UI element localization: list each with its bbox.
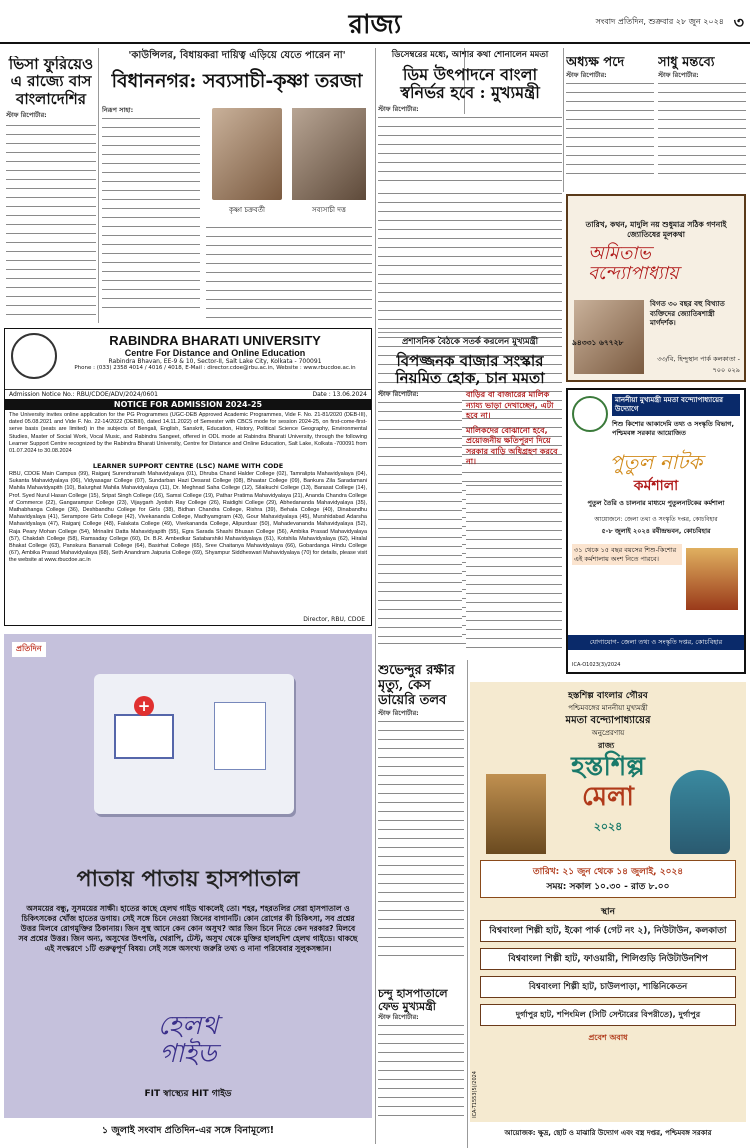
health-ad-body: অসময়ের বন্ধু, সুসময়ের সাক্ষী। হাতের কাছে হেলথ গাইড থাকলেই তো। শহর, শহরতলির সেরা হাসপাতাল ও চিকিৎসকের খোঁজ হাতের ডগায়। সেই সঙ্গে চিনে নেওয়া জিনের বাগানটি। কোন রোগের কী চিকিৎসা, সব প্রশ্নের উত্তর মিলবে রোগমুক্তির ঠিকানায়। জিন সুস্থ আনে কেন কোন অসুখ? আর জিন চিনে নিতে কেন দরকার? মিলবে সব প্রশ্নের উত্তর। জিন অন্য, অসুখের উৎপত্তি, থেরাপি, টেস্ট, অসুখ থেকে মুক্তির হালহদিশ হেলথ গাইডে। থাকছে এই সংস্করণে ১টি গুরুত্বপূর্ণ বিষয়। সেই সঙ্গে অসংখ্য জরুরি তথ্য ও নানা পরিষেবার সুলুকসন্ধান।: [18, 904, 358, 953]
puppet-org: শিশু কিশোর আকাদেমি তথ্য ও সংস্কৃতি বিভাগ, পশ্চিমবঙ্গ সরকার আয়োজিত: [612, 420, 734, 437]
bidhannagar-byline: নিরূপ সাহা:: [102, 106, 134, 114]
egg-story: [378, 48, 562, 188]
rbu-title: RABINDRA BHARATI UNIVERSITY: [109, 333, 321, 348]
chandu-headline: চন্দু হাসপাতালে ফেভ মুখ্যমন্ত্রী: [378, 988, 448, 1013]
suvendu-headline: শুভেন্দুর রক্ষীর মৃত্যু, কেস ডায়েরি তলব: [378, 664, 455, 708]
puppet-workshop-ad: [566, 388, 746, 674]
puppet-code: ICA-O1023(3)/2024: [572, 662, 621, 668]
adhyakkha-body-text: [566, 80, 654, 176]
handicraft-cm: মমতা বন্দ্যোপাধ্যায়ের: [565, 715, 651, 726]
health-guide-ad: [4, 634, 372, 1144]
visa-story: [6, 56, 96, 324]
medicine-icon: [214, 702, 266, 770]
pottery-illustration: [670, 770, 730, 854]
puppet-title-2: কর্মশালা: [633, 478, 679, 494]
handicraft-fair-ad: [470, 682, 746, 1144]
handicraft-time: সময়: সকাল ১০.৩০ - রাত ৮.০০: [546, 882, 670, 892]
column-rule: [563, 48, 564, 192]
rbu-lsc-list: RBU, CDOE Main Campus (99), Raiganj Surendranath Mahavidyalaya (01), Dhruba Chand Halder College (02), Tamralipta Mahavidyalaya (04), Sukanta Mahavidyalaya (06), Vidyasagar College (07), Sundarban Hazi Desarat College (08), Bhaatar College (09), Bankura Zila Saradamani Mahila Mahavidyapith (10), Balurghat Mahila Mahavidyalaya (11), Dr. Meghnad Saha College (12), Silaikuchi College (13), Barasat College (14), Prof. Syed Nurul Hasan College (15), Sripat Singh College (16), Samsi College (19), Pathar Pratima Mahavidyalaya (21), Ananda Chandra College of Commerce (22), Gangarampur College (23), Vijaygarh Jyotish Ray College (26), Raidighi College (29), Abhedananda Mahavidyalaya (35), Mathabhanga College (36), Deshbandhu College for Girls (38), Bidhan Chandra College, Rishra (39), Behala College (40), Dinabandhu Mahavidyalaya (41), Serampore Girls College (42), Vivekananda College, Madhyamgram (43), Gour Mahavidyalaya (45), Murshidabad Adarsha Mahavidyalaya (47), Raiganj College (48), Falakata College (49), Vivekananda College, Alipurduar (50), Mahadevananda Mahavidyalaya (52), Raja Peary Mohan College (54), Mrinalini Datta Mahavidyapith (55), Egra Sarada Shashi Bhusan College (56), Ambika Prasad Mahavidyalaya (57), Chakdah College (58), Ramsaday College (60), Dr. B.R. Ambedkar Satabarshiki Mahavidyalaya (61), Kotshila Mahavidyalaya (62), Hiralal Bhakat College (63), Panskura Banamali College (64), Basirhat College (65), Sree Chaitanya Mahavidyalaya (66), Gobardanga Hindu College (67), Ambika Prasad Mahavidyalaya (68), Seth Anandram Jaipuria College (69), Shyampur Siddheswari Mahavidyalaya (70) for details, please visit the website at www.rbucdoe.ac.in: [9, 471, 367, 564]
suvendu-body-text: [378, 718, 464, 958]
rbu-logo-icon: [11, 333, 57, 379]
health-ad-footer: ১ জুলাই সংবাদ প্রতিদিন-এর সঙ্গে বিনামূল্যে!: [4, 1118, 372, 1144]
sadhu-body-text: [658, 80, 746, 176]
puppet-contact: যোগাযোগ- জেলা তথ্য ও সংস্কৃতি দপ্তর, কোচবিহার: [568, 635, 744, 650]
handicraft-title-2: মেলা: [582, 782, 634, 812]
suvendu-dateline: স্টাফ রিপোর্টার:: [378, 708, 419, 717]
sadhu-headline: সাধু মন্তব্যে: [658, 56, 715, 70]
page-header: [0, 0, 750, 44]
rbu-subtitle: Centre For Distance and Online Education: [124, 348, 306, 358]
section-title: রাজ্য: [348, 10, 402, 40]
visa-headline: ভিসা ফুরিয়েও এ রাজ্যে বাস বাংলাদেশির: [8, 56, 94, 108]
edition-date: সংবাদ প্রতিদিন, শুক্রবার ২৮ জুন ২০২৪: [595, 17, 724, 26]
handicraft-entry: প্রবেশ অবাধ: [588, 1033, 628, 1042]
astrologer-photo: [574, 300, 644, 374]
adhyakkha-story: [566, 56, 654, 188]
market-body-col2: [466, 482, 562, 652]
photo-caption-2: সব্যসাচী দত্ত: [312, 206, 346, 214]
market-dateline: স্টাফ রিপোর্টার:: [378, 390, 419, 398]
market-body-col1: [378, 399, 462, 639]
egg-kicker: ডিসেম্বরের মধ্যে, আশার কথা শোনালেন মমতা: [391, 50, 549, 60]
handicraft-title-1: হস্তশিল্প: [571, 752, 645, 782]
venue-row: বিশ্ববাংলা শিল্পী হাট, চাউলপাড়া, শান্তিনিকেতন: [480, 976, 736, 998]
handicraft-state: রাজ্য: [598, 741, 615, 750]
chandu-dateline: স্টাফ রিপোর্টার:: [378, 1013, 419, 1022]
puppet-lead: মাননীয়া মুখ্যমন্ত্রী মমতা বন্দ্যোপাধ্যায়ের উদ্যোগে: [612, 394, 740, 416]
puppet-illustration: [686, 548, 738, 610]
handicraft-date-box: [480, 860, 736, 898]
puppet-title: পুতুল নাটক: [609, 450, 703, 474]
rbu-notice-title: NOTICE FOR ADMISSION 2024-25: [5, 399, 371, 410]
venue-row: বিশ্ববাংলা শিল্পী হাট, ইকো পার্ক (গেট নং ২), নিউটাউন, কলকাতা: [480, 920, 736, 942]
visa-body-text: [6, 122, 96, 322]
astrologer-ad: [566, 194, 746, 382]
health-guide-logo-line1: হেলথ: [157, 1011, 219, 1041]
rbu-date: Date : 13.06.2024: [312, 391, 367, 398]
page-number: ৩: [733, 13, 744, 32]
astro-top-text: তারিখ, কথন, মাদুলি নয় শুধুমাত্র সঠিক গণনাই জ্যোতিষের মূলকথা: [585, 220, 727, 239]
health-guide-logo-line2: গাইড: [159, 1039, 217, 1069]
pratidin-brand: প্রতিদিন: [12, 642, 46, 657]
rbu-intro: The University invites online application for the PG Programmes (UGC-DEB Approved Academic Programmes, Vide F. No. 21-81/2020 (DEB-III), dated 05.08.2021 and Vide F. No. 22-14/2022 (DEBIII), dated 14.11.2022) of Semester with CBCS mode for session 2024-25, on first-come-first-serve basis (seats are limited) in the subjects of Bengali, English, Sanskrit, Education, History, Political Science Geography, Environmental Studies, Master of Social Work, Vocal Music, and Rabindra Sangeet, offered in ODL mode at Rabindra Bharati University, through the following Learner Support Centre recognized by the Rabindra Bharati University, Centre for Distance and Online Education, Salt Lake, Kolkata -700091 from 01.07.2024 to 30.08.2024: [9, 412, 367, 455]
handicraft-code: ICA-T1553(5)/2024: [472, 1071, 478, 1118]
rbu-lsc-title: LEARNER SUPPORT CENTRE (LSC) NAME WITH CODE: [92, 462, 284, 470]
column-rule: [375, 48, 376, 1144]
astro-phone: ৯৪৩৩১ ৬৭৭২৮: [572, 338, 624, 347]
bidhannagar-headline: বিধাননগর: সব্যসাচী-কৃষ্ণা তরজা: [111, 70, 363, 92]
handicraft-lead: পশ্চিমবঙ্গের মাননীয়া মুখ্যমন্ত্রী: [568, 704, 648, 712]
health-ad-tagline: FIT স্বাস্থ্যের HIT গাইড: [144, 1089, 232, 1099]
photo-caption-1: কৃষ্ণা চক্রবর্তী: [228, 206, 265, 214]
puppet-dates: ৫-৮ জুলাই ২০২৪ রবীন্দ্রভবন, কোচবিহার: [601, 527, 711, 535]
visa-dateline: স্টাফ রিপোর্টার:: [6, 110, 47, 119]
astro-desc: বিগত ৩০ বছর বহু বিখ্যাত ব্যক্তিদের জ্যোতিষশাস্ত্রী মার্গদর্শক।: [650, 300, 725, 327]
puppet-desc: পুতুল তৈরি ও চালনার মাধ্যমে পুতুলনাটকের কর্মশালা: [587, 499, 725, 507]
market-story: [378, 332, 562, 658]
rbu-address: Rabindra Bhavan, EE-9 & 10, Sector-II, Salt Lake City, Kolkata - 700091: [108, 358, 322, 365]
column-rule: [98, 48, 99, 323]
market-kicker: প্রশাসনিক বৈঠকে সতর্ক করলেন মুখ্যমন্ত্রী: [378, 332, 562, 349]
venue-row: দুর্গাপুর হাট, শপিংমিল (সিটি সেন্টারের বিপরীতে), দুর্গাপুর: [480, 1004, 736, 1026]
handicraft-footer: আয়োজক: ক্ষুদ্র, ছোট ও মাঝারি উদ্যোগ এবং বস্ত্র দপ্তর, পশ্চিমবঙ্গ সরকার: [470, 1122, 746, 1144]
handicraft-year: ২০২৪: [593, 820, 623, 833]
bidhannagar-story: [102, 48, 372, 326]
rbu-contact: Phone : (033) 2358 4014 / 4016 / 4018, E-Mail : director.cdoe@rbu.ac.in, Website : www.rbucdoe.ac.in: [74, 365, 356, 371]
hospital-icon: [114, 714, 174, 759]
egg-dateline: স্টাফ রিপোর্টার:: [378, 104, 419, 113]
handicraft-inspire: অনুপ্রেরণায়: [591, 729, 625, 737]
krishna-photo: [212, 108, 282, 200]
adhyakkha-headline: অধ্যক্ষ পদে: [566, 56, 625, 70]
venue-row: বিশ্ববাংলা শিল্পী হাট, ফাওয়ারী, শিলিগুড়ি নিউটাউনশিপ: [480, 948, 736, 970]
govt-seal-icon: [572, 396, 608, 432]
dokra-horse-illustration: [486, 774, 546, 854]
puppet-age: ৩১ থেকে ১৫ বছর বয়সের শিশু-কিশোর এই কর্মশালায় অংশ নিতে পারবে।: [572, 544, 682, 565]
sadhu-dateline: স্টাফ রিপোর্টার:: [658, 70, 699, 79]
handicraft-dates: তারিখ: ২১ জুন থেকে ১৪ জুলাই, ২০২৪: [532, 867, 684, 877]
adhyakkha-dateline: স্টাফ রিপোর্টার:: [566, 70, 607, 79]
handicraft-top: হস্তশিল্প বাংলার গৌরব: [568, 691, 648, 701]
market-bullet-2: মালিকদের বোঝানো হবে, প্রয়োজনীয় ক্ষতিপূরণ দিয়ে সরকার বাড়ি অধিগ্রহণ করবে না।: [466, 425, 558, 466]
book-illustration: +: [94, 674, 294, 814]
astro-address: ৩৩/বি, হিন্দুস্থান পার্ক কলকাতা - ৭০০ ০২৯: [657, 355, 740, 374]
rbu-signatory: Director, RBU, CDOE: [303, 616, 365, 623]
market-highlight-box: [466, 390, 562, 478]
bidhannagar-body-col2: [206, 224, 372, 324]
egg-headline: ডিম উৎপাদনে বাংলা স্বনির্ভর হবে : মুখ্যমন্ত্রী: [400, 65, 540, 103]
bidhannagar-kicker: 'কাউন্সিলর, বিধায়করা দায়িত্ব এড়িয়ে যেতে পারেন না': [128, 50, 346, 61]
bidhannagar-body-col1: [102, 115, 200, 315]
astro-name: অমিতাভ বন্দ্যোপাধ্যায়: [588, 243, 679, 284]
sadhu-story: [658, 56, 746, 188]
health-guide-logo: [4, 1012, 372, 1068]
market-headline: বিপজ্জনক বাজার সংস্কার নিয়মিত হোক, চান মমতা: [395, 352, 545, 388]
sabyasachi-photo: [292, 108, 366, 200]
column-rule: [467, 660, 468, 1148]
suvendu-story: [378, 664, 464, 982]
rbu-admission-no: Admission Notice No.: RBU/CDOE/ADV/2024/0601: [9, 391, 158, 398]
egg-body-text: [378, 114, 562, 188]
rbu-admission-notice: [4, 328, 372, 626]
chandu-body-text: [378, 1022, 464, 1122]
puppet-venue: আয়োজনে: জেলা তথ্য ও সংস্কৃতি দপ্তর, কোচবিহার: [594, 516, 718, 523]
health-ad-headline: পাতায় পাতায় হাসপাতাল: [76, 866, 300, 892]
market-bullet-1: বাড়ির বা বাজারের মালিক ন্যায্য ভাড়া দেখাচ্ছেন, এটা হবে না।: [466, 390, 554, 420]
handicraft-venue-label: স্থান: [601, 907, 615, 917]
chandu-story: [378, 988, 464, 1144]
handicraft-title: [538, 752, 678, 812]
